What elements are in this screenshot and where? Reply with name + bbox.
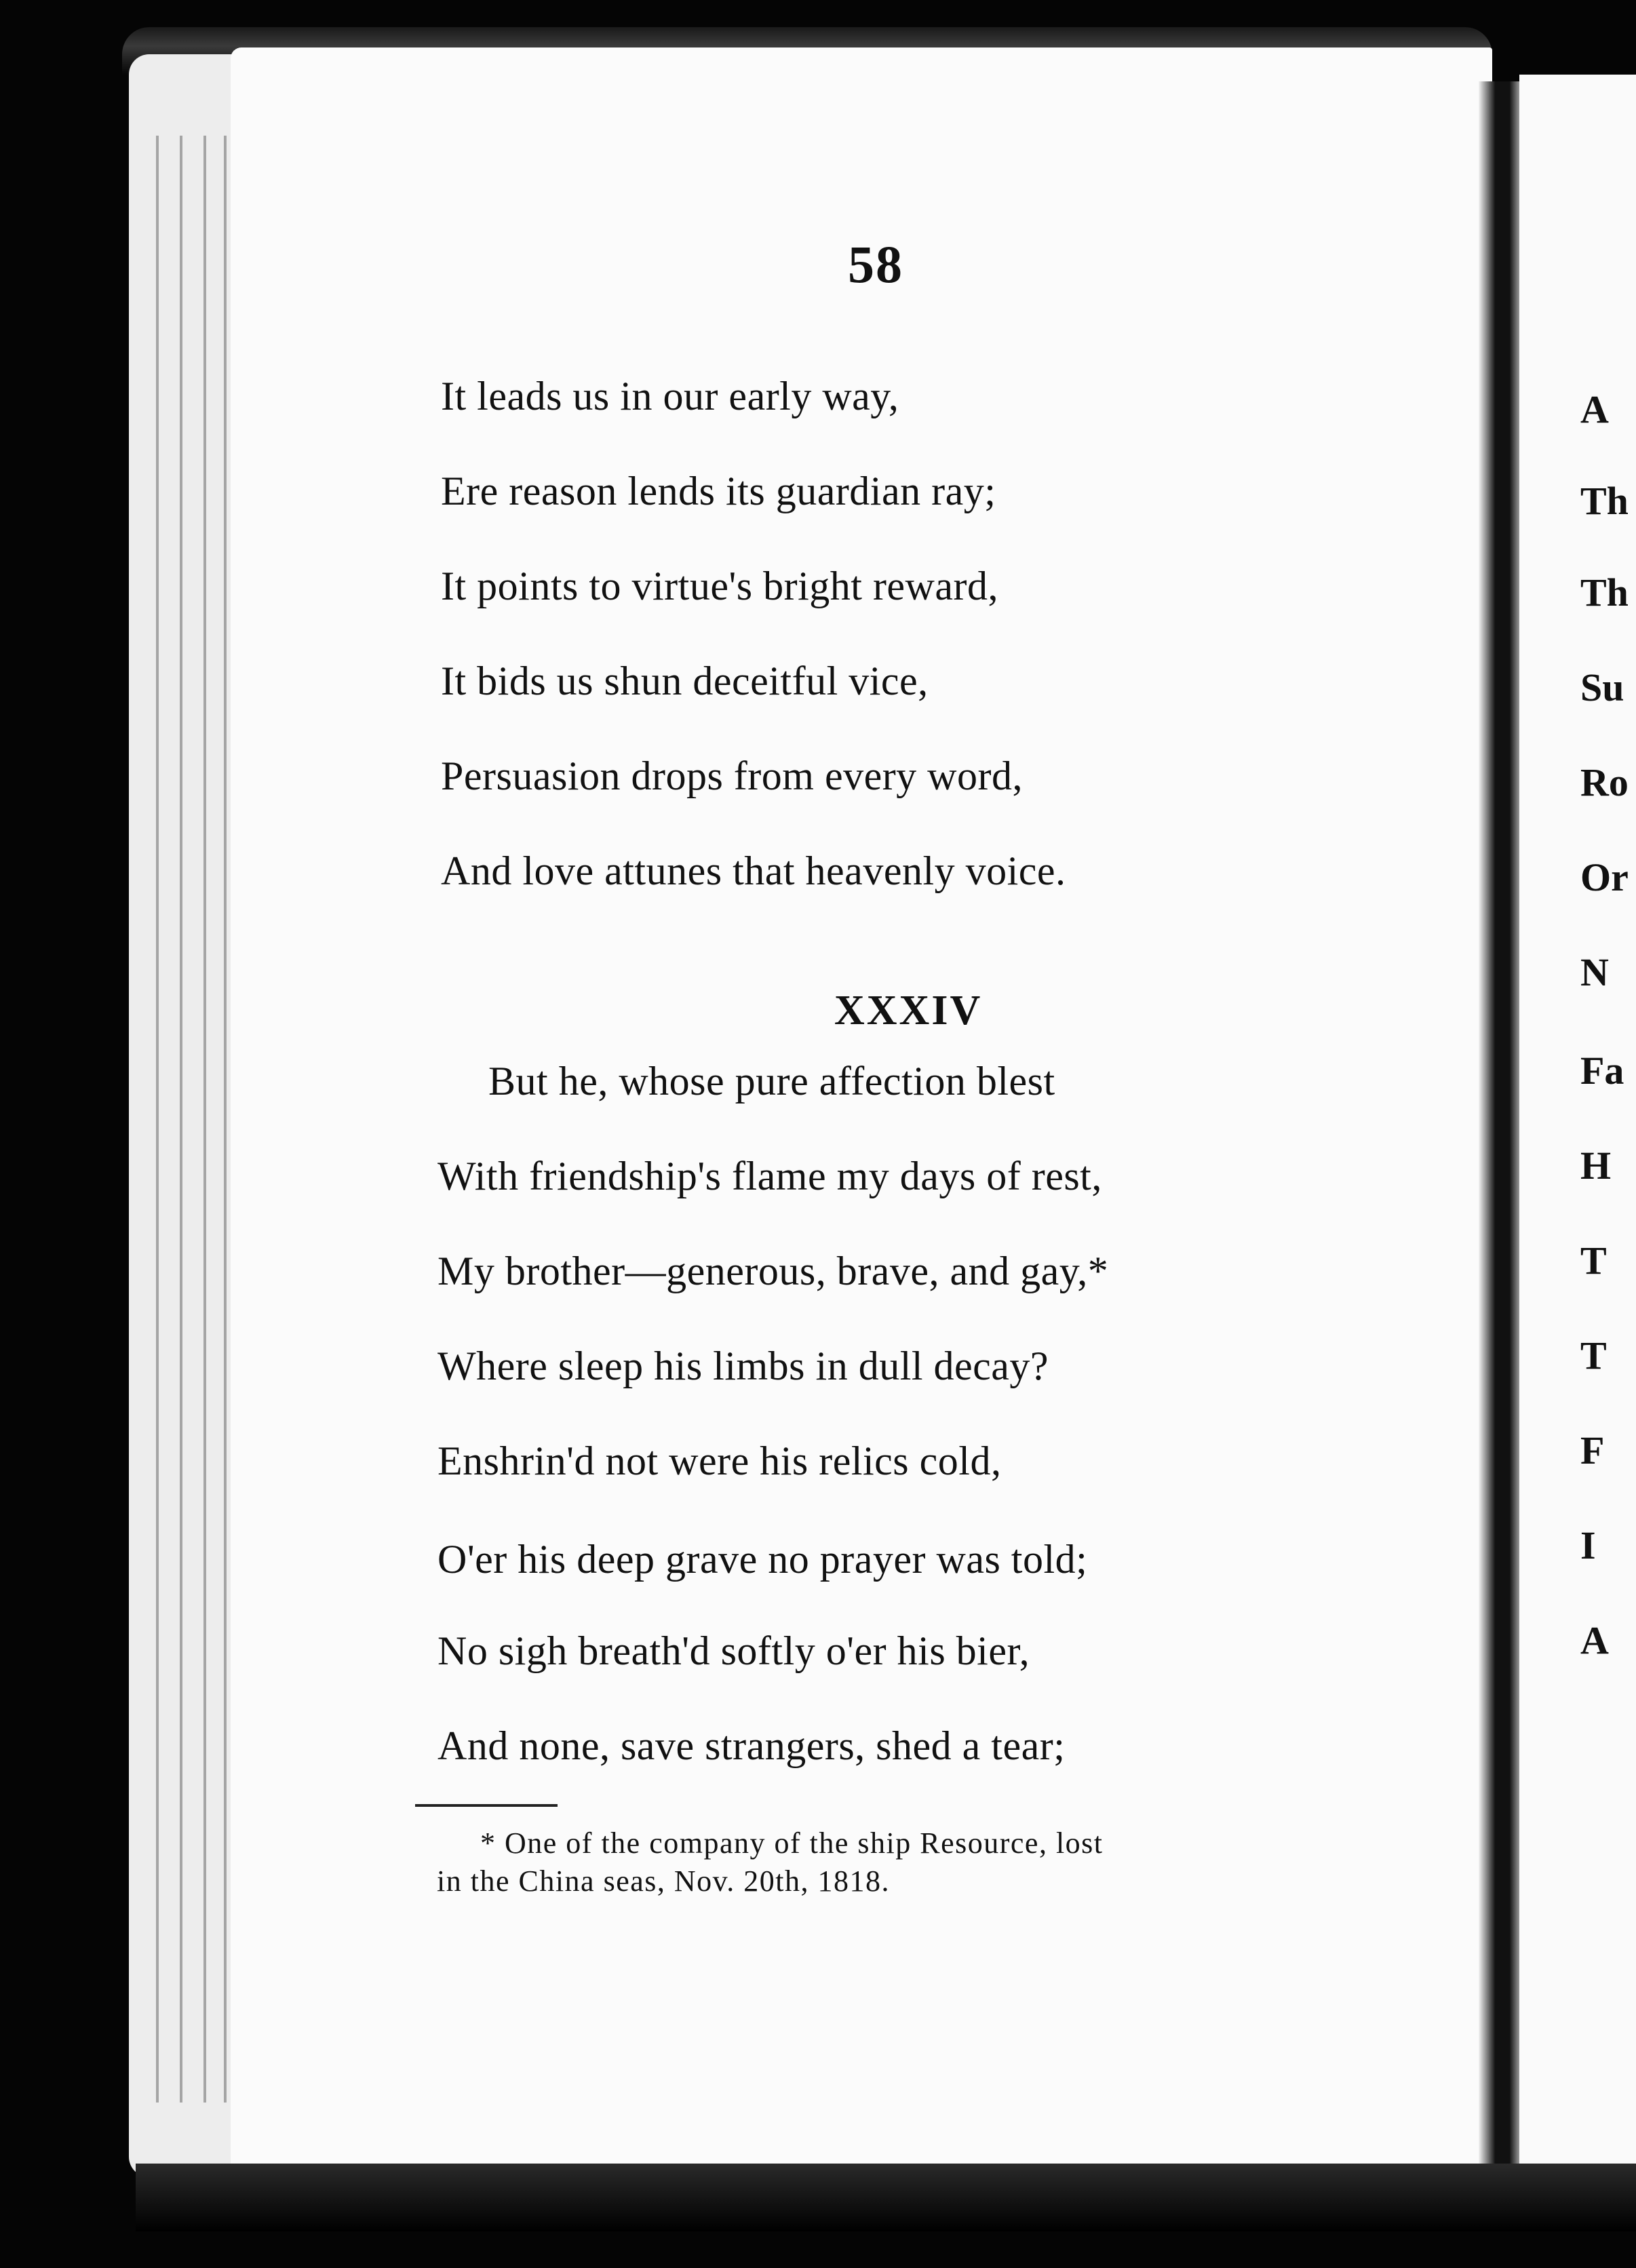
- footnote-line: in the China seas, Nov. 20th, 1818.: [437, 1864, 891, 1898]
- verse-line: Persuasion drops from every word,: [441, 754, 1023, 798]
- right-page-line-start: H: [1580, 1143, 1612, 1188]
- right-page-line-start: T: [1580, 1333, 1607, 1377]
- footnote-line: * One of the company of the ship Resource, lost: [480, 1826, 1104, 1860]
- right-page-line-start: T: [1580, 1238, 1607, 1283]
- leaf-edge: [224, 136, 227, 2103]
- leaf-edge: [203, 136, 206, 2103]
- verse-line: Where sleep his limbs in dull decay?: [437, 1344, 1049, 1388]
- right-page-line-start: Ro: [1580, 760, 1629, 804]
- right-page-line-start: Or: [1580, 855, 1629, 899]
- verse-line: Ere reason lends its guardian ray;: [441, 469, 996, 513]
- verse-line: O'er his deep grave no prayer was told;: [437, 1537, 1088, 1582]
- right-page-line-start: Th: [1580, 479, 1629, 523]
- footnote-rule: [415, 1804, 558, 1807]
- verse-line: With friendship's flame my days of rest,: [437, 1154, 1102, 1198]
- right-page-line-start: A: [1580, 1618, 1609, 1662]
- verse-line: Enshrin'd not were his relics cold,: [437, 1439, 1002, 1483]
- right-page: [1519, 75, 1636, 2177]
- verse-line: My brother—generous, brave, and gay,*: [437, 1249, 1109, 1293]
- verse-line: But he, whose pure affection blest: [488, 1059, 1055, 1103]
- right-page-line-start: A: [1580, 387, 1609, 431]
- stanza-number: XXXIV: [834, 988, 983, 1034]
- verse-line: And love attunes that heavenly voice.: [441, 848, 1066, 893]
- right-page-line-start: Fa: [1580, 1049, 1624, 1093]
- leaf-edge: [156, 136, 159, 2103]
- right-page-line-start: I: [1580, 1523, 1596, 1567]
- right-page-line-start: N: [1580, 950, 1609, 994]
- verse-line: It points to virtue's bright reward,: [441, 564, 998, 608]
- verse-line: It leads us in our early way,: [441, 374, 899, 418]
- bottom-edge: [136, 2164, 1636, 2231]
- right-page-line-start: Su: [1580, 665, 1624, 709]
- right-page-line-start: F: [1580, 1428, 1605, 1472]
- verse-line: And none, save strangers, shed a tear;: [437, 1723, 1066, 1768]
- right-page-line-start: Th: [1580, 570, 1629, 614]
- verse-line: No sigh breath'd softly o'er his bier,: [437, 1628, 1030, 1673]
- footnote: [437, 1824, 1289, 1900]
- verse-line: It bids us shun deceitful vice,: [441, 659, 929, 703]
- leaf-edge: [180, 136, 182, 2103]
- page-number: 58: [848, 235, 903, 294]
